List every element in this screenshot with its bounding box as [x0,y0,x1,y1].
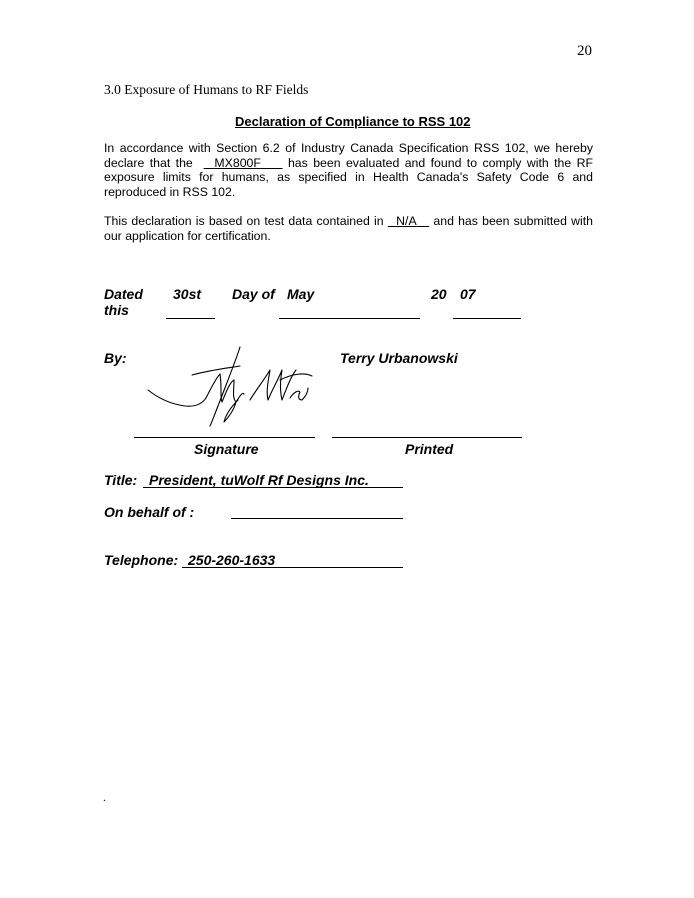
section-heading: 3.0 Exposure of Humans to RF Fields [104,82,309,97]
day-of-label: Day of [232,286,275,302]
device-model [204,156,283,170]
printed-line [332,437,522,438]
page-number: 20 [577,43,592,59]
by-label: By: [104,350,127,366]
title-label: Title: [104,472,138,488]
test-data-paragraph [104,214,593,243]
handwritten-signature [140,340,325,435]
dated-century: 20 [431,286,447,302]
dated-month-value: May [287,286,315,302]
telephone-value: 250-260-1633 [188,552,276,568]
test-data-reference-value: N/A [396,214,417,228]
dated-label: Dated [104,286,143,302]
device-model-value: MX800F [214,155,261,170]
year-underline [453,318,521,319]
printed-name: Terry Urbanowski [340,350,458,366]
footer-mark: . [103,790,106,804]
dated-this-label: this [104,302,129,318]
compliance-paragraph [104,141,593,199]
compliance-paragraph-prefix: In accordance with Section 6.2 of Industry Canada Specification RSS 102, we hereby declare that the [104,141,593,170]
printed-caption: Printed [405,441,454,457]
test-data-paragraph-prefix: This declaration is based on test data contained in [104,214,384,228]
telephone-label: Telephone: [104,552,179,568]
test-data-paragraph-suffix: and has been submitted with our application for certification. [104,214,594,243]
dated-year-value: 07 [460,286,476,302]
compliance-paragraph-suffix: has been evaluated and found to comply with the RF exposure limits for humans, as specified in Health Canada's Safety Code 6 and reproduced in RSS 102. [104,155,594,199]
title-underline [143,487,403,488]
dated-day-value: 30st [173,286,202,302]
title-value: President, tuWolf Rf Designs Inc. [149,472,369,488]
on-behalf-of-underline [231,518,403,519]
signature-caption: Signature [194,441,259,457]
declaration-title: Declaration of Compliance to RSS 102 [235,114,471,129]
month-underline [279,318,420,319]
day-underline [166,318,215,319]
test-data-reference [388,214,429,228]
signature-line [134,437,315,438]
telephone-underline [182,567,403,568]
on-behalf-of-label: On behalf of : [104,504,195,520]
